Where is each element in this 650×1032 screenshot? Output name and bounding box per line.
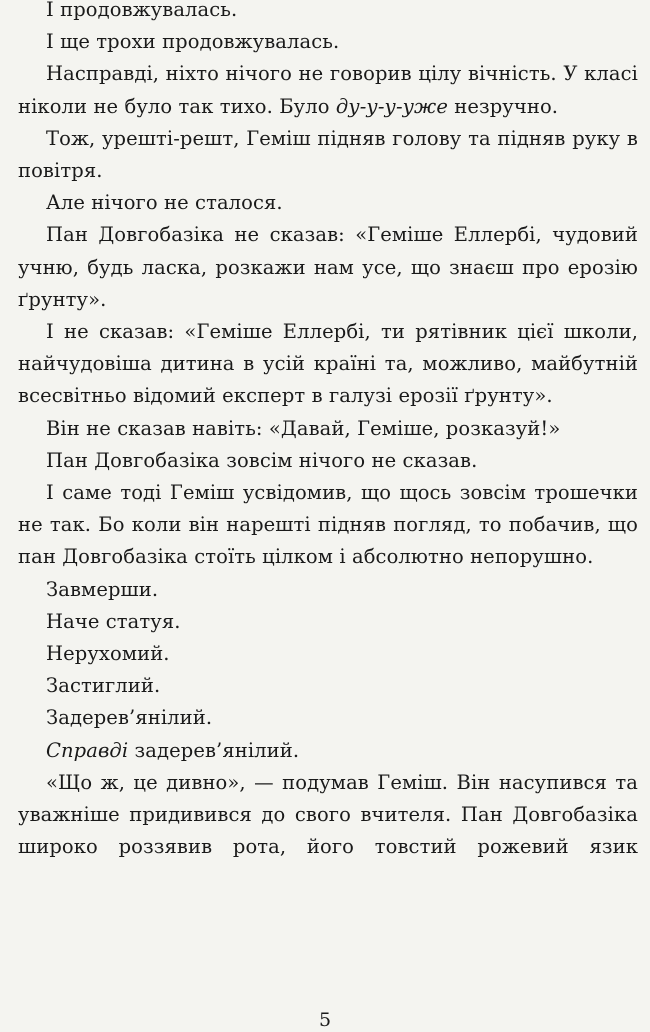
text-run: І ще трохи продовжувалась. [46, 30, 340, 54]
text-run: Пан Довгобазіка зовсім нічого не сказав. [46, 448, 478, 472]
italic-text: ду-у-у-уже [335, 94, 448, 118]
italic-text: Справді [46, 738, 129, 762]
text-run: Тож, урешті-решт, Геміш підняв голову та підняв руку в повітря. [18, 126, 638, 183]
paragraph [18, 26, 638, 58]
text-run: Нерухомий. [46, 642, 170, 666]
paragraph [18, 638, 638, 670]
text-run: Але нічого не сталося. [46, 191, 283, 215]
paragraph [18, 445, 638, 477]
text-run: Насправді, ніхто нічого не говорив цілу вічність. У класі ніколи не було так тихо. Було [18, 62, 638, 118]
text-run: «Що ж, це дивно», — подумав Геміш. Він насупився та уважніше придивився до свого вчителя. Пан Довгобазіка широко роззявив рота, його товстий рожевий язик [18, 770, 638, 859]
page-text-body [18, 0, 638, 863]
paragraph [18, 413, 638, 445]
page-number: 5 [318, 1009, 332, 1031]
paragraph [18, 219, 638, 316]
paragraph [18, 606, 638, 638]
paragraph [18, 702, 638, 734]
paragraph [18, 316, 638, 413]
text-run: Він не сказав навіть: «Давай, Геміше, розказуй!» [46, 416, 561, 440]
paragraph [18, 670, 638, 702]
text-run: Задерев’янілий. [46, 706, 213, 730]
paragraph [18, 187, 638, 219]
text-run: Застиглий. [46, 674, 161, 698]
text-run: І не сказав: «Геміше Еллербі, ти рятівник цієї школи, найчудовіша дитина в усій країні та, можливо, майбутній всесвітньо відомий експерт в галузі ерозії ґрунту». [18, 320, 638, 408]
text-run: незручно. [447, 94, 559, 118]
paragraph [18, 735, 638, 767]
text-run: Завмерши. [46, 577, 159, 601]
paragraph [18, 574, 638, 606]
paragraph [18, 477, 638, 574]
text-run: Пан Довгобазіка не сказав: «Геміше Еллербі, чудовий учню, будь ласка, розкажи нам усе, що знаєш про ерозію ґрунту». [18, 223, 638, 311]
text-run: І саме тоді Геміш усвідомив, що щось зовсім трошечки не так. Бо коли він нарешті підняв погляд, то побачив, що пан Довгобазіка стоїть цілком і абсолютно непорушно. [18, 481, 638, 569]
paragraph [18, 0, 638, 26]
paragraph [18, 123, 638, 187]
paragraph [18, 767, 638, 864]
text-run: І продовжувалась. [46, 0, 238, 21]
text-run: Наче статуя. [46, 609, 181, 633]
paragraph [18, 58, 638, 122]
text-run: задерев’янілий. [128, 738, 300, 762]
